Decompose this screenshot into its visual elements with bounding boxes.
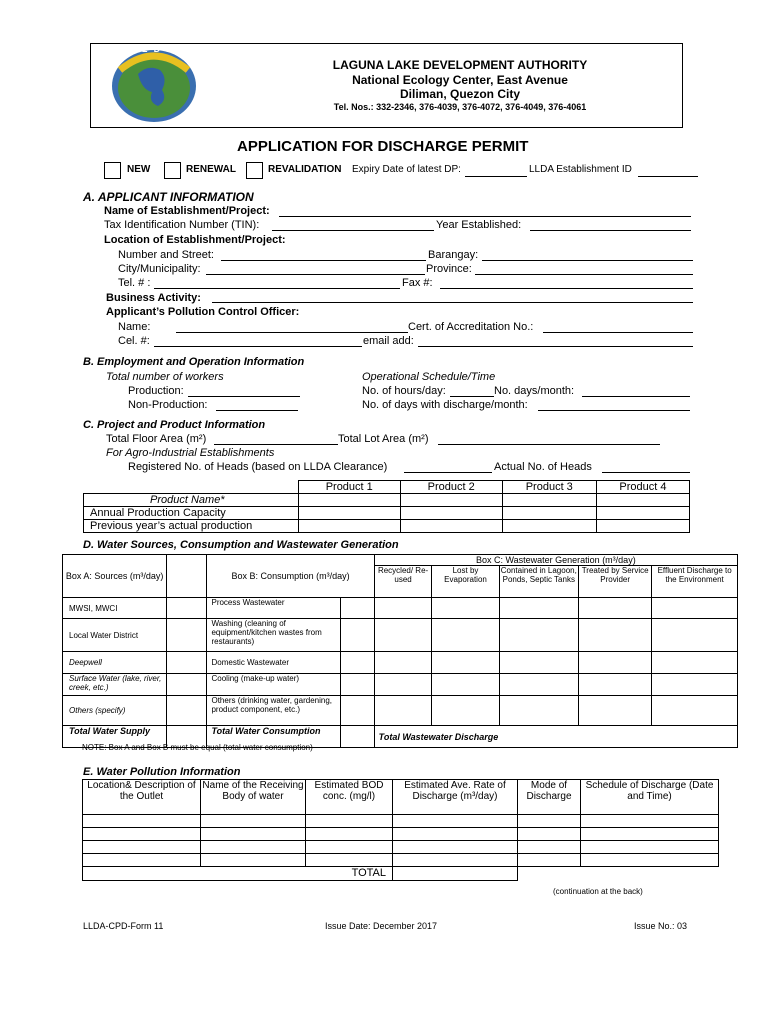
bod-header: Estimated BOD conc. (mg/l) — [306, 780, 393, 815]
effluent-header: Effluent Discharge to the Environment — [652, 566, 738, 598]
pollution-cell[interactable] — [201, 828, 306, 841]
source-label: Deepwell — [63, 652, 167, 674]
renewal-label: RENEWAL — [186, 164, 236, 175]
pollution-cell[interactable] — [83, 815, 201, 828]
use-label: Domestic Wastewater — [207, 652, 340, 674]
box-a-header: Box A: Sources (m³/day) — [63, 555, 167, 598]
product-cell[interactable] — [502, 494, 596, 507]
barangay-field[interactable] — [482, 260, 693, 261]
pco-label: Applicant’s Pollution Control Officer: — [106, 306, 300, 318]
pollution-cell[interactable] — [581, 815, 719, 828]
product-table — [83, 480, 690, 533]
actual-heads-field[interactable] — [602, 472, 690, 473]
previous-production-row-label: Previous year’s actual production — [84, 520, 299, 533]
lot-area-label: Total Lot Area (m²) — [338, 433, 429, 445]
product-cell[interactable] — [596, 494, 689, 507]
year-established-label: Year Established: — [436, 219, 522, 231]
product-cell[interactable] — [596, 520, 689, 533]
pco-name-field[interactable] — [176, 332, 408, 333]
product-cell[interactable] — [298, 494, 400, 507]
product-cell[interactable] — [502, 520, 596, 533]
use-label: Washing (cleaning of equipment/kitchen wastes from restaurants) — [207, 619, 340, 652]
revalidation-checkbox[interactable] — [246, 162, 263, 179]
wastewater-cell[interactable] — [499, 652, 578, 674]
tin-field[interactable] — [272, 230, 434, 231]
nonproduction-label: Non-Production: — [128, 399, 208, 411]
source-value-cell[interactable] — [167, 619, 207, 652]
use-value-cell[interactable] — [340, 619, 374, 652]
form-title: APPLICATION FOR DISCHARGE PERMIT — [237, 138, 529, 155]
floor-area-field[interactable] — [214, 444, 338, 445]
logo-lettering: L L D A — [130, 44, 175, 54]
business-activity-label: Business Activity: — [106, 292, 201, 304]
wastewater-cell[interactable] — [579, 619, 652, 652]
city-label: City/Municipality: — [118, 263, 201, 275]
year-established-field[interactable] — [530, 230, 691, 231]
wastewater-cell[interactable] — [374, 674, 432, 696]
product-cell[interactable] — [596, 507, 689, 520]
use-value-cell[interactable] — [340, 674, 374, 696]
accreditation-label: Cert. of Accreditation No.: — [408, 321, 534, 333]
evaporation-header: Lost by Evaporation — [432, 566, 499, 598]
province-label: Province: — [426, 263, 472, 275]
use-label: Others (drinking water, gardening, product component, etc.) — [207, 696, 340, 726]
wastewater-cell[interactable] — [374, 652, 432, 674]
pollution-cell[interactable] — [581, 841, 719, 854]
total-label: TOTAL — [83, 867, 393, 881]
tel-label: Tel. # : — [118, 277, 151, 289]
wastewater-cell[interactable] — [579, 598, 652, 619]
wastewater-cell[interactable] — [432, 674, 499, 696]
wastewater-cell[interactable] — [579, 696, 652, 726]
pollution-cell[interactable] — [306, 815, 393, 828]
continuation-note: (continuation at the back) — [553, 887, 643, 896]
recycled-header: Recycled/ Re-used — [374, 566, 432, 598]
receiving-body-header: Name of the Receiving Body of water — [201, 780, 306, 815]
issue-date: Issue Date: December 2017 — [325, 921, 438, 931]
product-cell[interactable] — [502, 507, 596, 520]
product-name-row-label: Product Name* — [84, 494, 299, 507]
box-c-header: Box C: Wastewater Generation (m³/day) — [374, 555, 737, 566]
product-2-header: Product 2 — [400, 481, 502, 494]
pollution-cell[interactable] — [518, 828, 581, 841]
section-a-heading: A. APPLICANT INFORMATION — [83, 190, 254, 204]
pollution-cell[interactable] — [201, 854, 306, 867]
section-c-heading: C. Project and Product Information — [83, 419, 266, 431]
product-4-header: Product 4 — [596, 481, 689, 494]
pollution-cell[interactable] — [201, 815, 306, 828]
source-value-cell[interactable] — [167, 598, 207, 619]
total-rate-cell[interactable] — [393, 867, 518, 881]
water-balance-table — [62, 554, 738, 748]
pollution-cell[interactable] — [306, 854, 393, 867]
product-cell[interactable] — [400, 507, 502, 520]
pollution-cell[interactable] — [518, 841, 581, 854]
nonproduction-field[interactable] — [216, 410, 298, 411]
source-value-cell[interactable] — [167, 674, 207, 696]
llda-id-field[interactable] — [638, 176, 698, 177]
pollution-cell[interactable] — [393, 854, 518, 867]
pollution-table — [82, 779, 719, 881]
llda-logo — [108, 44, 200, 124]
establishment-name-label: Name of Establishment/Project: — [104, 205, 270, 217]
wastewater-cell[interactable] — [652, 652, 738, 674]
outlet-header: Location& Description of the Outlet — [83, 780, 201, 815]
province-field[interactable] — [475, 274, 693, 275]
street-field[interactable] — [221, 260, 426, 261]
wastewater-cell[interactable] — [499, 619, 578, 652]
pollution-cell[interactable] — [306, 828, 393, 841]
total-consumption-cell[interactable] — [340, 726, 374, 748]
address-line-1: National Ecology Center, East Avenue — [352, 73, 568, 87]
product-cell[interactable] — [400, 494, 502, 507]
use-label: Cooling (make-up water) — [207, 674, 340, 696]
source-label: MWSI, MWCI — [63, 598, 167, 619]
wastewater-cell[interactable] — [432, 696, 499, 726]
email-field[interactable] — [418, 346, 693, 347]
tin-label: Tax Identification Number (TIN): — [104, 219, 260, 231]
production-field[interactable] — [188, 396, 300, 397]
city-field[interactable] — [206, 274, 425, 275]
mode-header: Mode of Discharge — [518, 780, 581, 815]
expiry-date-label: Expiry Date of latest DP: — [352, 164, 461, 175]
pollution-cell[interactable] — [518, 854, 581, 867]
hours-label: No. of hours/day: — [362, 385, 446, 397]
pollution-cell[interactable] — [83, 854, 201, 867]
revalidation-label: REVALIDATION — [268, 164, 342, 175]
pollution-cell[interactable] — [83, 828, 201, 841]
source-label: Others (specify) — [63, 696, 167, 726]
telephone-numbers: Tel. Nos.: 332-2346, 376-4039, 376-4072, 376-4049, 376-4061 — [333, 102, 587, 112]
use-value-cell[interactable] — [340, 696, 374, 726]
org-name: LAGUNA LAKE DEVELOPMENT AUTHORITY — [332, 58, 588, 72]
tel-field[interactable] — [154, 288, 400, 289]
source-label: Local Water District — [63, 619, 167, 652]
days-label: No. days/month: — [494, 385, 575, 397]
product-3-header: Product 3 — [502, 481, 596, 494]
wastewater-cell[interactable] — [432, 652, 499, 674]
new-label: NEW — [127, 164, 151, 175]
wastewater-cell[interactable] — [499, 696, 578, 726]
business-activity-field[interactable] — [212, 302, 693, 303]
source-label: Surface Water (lake, river, creek, etc.) — [63, 674, 167, 696]
address-line-2: Diliman, Quezon City — [399, 87, 520, 101]
agro-label: For Agro-Industrial Establishments — [106, 447, 275, 459]
lagoon-header: Contained in Lagoon, Ponds, Septic Tanks — [499, 566, 578, 598]
location-label: Location of Establishment/Project: — [104, 234, 286, 246]
wastewater-cell[interactable] — [432, 598, 499, 619]
water-balance-note: NOTE: Box A and Box B must be equal (total water consumption) — [82, 743, 313, 752]
hours-field[interactable] — [450, 396, 494, 397]
lot-area-field[interactable] — [438, 444, 660, 445]
pollution-cell[interactable] — [581, 828, 719, 841]
barangay-label: Barangay: — [428, 249, 479, 261]
pollution-cell[interactable] — [393, 828, 518, 841]
total-discharge-label: Total Wastewater Discharge — [374, 726, 737, 748]
production-label: Production: — [128, 385, 184, 397]
wastewater-cell[interactable] — [499, 674, 578, 696]
establishment-name-field[interactable] — [279, 216, 691, 217]
use-label: Process Wastewater — [207, 598, 340, 619]
pollution-cell[interactable] — [393, 841, 518, 854]
days-discharge-field[interactable] — [538, 410, 690, 411]
source-value-cell[interactable] — [167, 652, 207, 674]
pollution-cell[interactable] — [581, 854, 719, 867]
cel-field[interactable] — [154, 346, 362, 347]
product-cell[interactable] — [298, 507, 400, 520]
pollution-cell[interactable] — [393, 815, 518, 828]
use-value-cell[interactable] — [340, 598, 374, 619]
wastewater-cell[interactable] — [579, 652, 652, 674]
llda-id-label: LLDA Establishment ID — [529, 164, 632, 175]
source-value-cell[interactable] — [167, 696, 207, 726]
wastewater-cell[interactable] — [374, 619, 432, 652]
fax-label: Fax #: — [402, 277, 433, 289]
section-d-heading: D. Water Sources, Consumption and Wastewater Generation — [83, 539, 399, 551]
actual-heads-label: Actual No. of Heads — [494, 461, 592, 473]
issue-number: Issue No.: 03 — [634, 921, 688, 931]
wastewater-cell[interactable] — [432, 619, 499, 652]
product-cell[interactable] — [298, 520, 400, 533]
product-1-header: Product 1 — [298, 481, 400, 494]
use-value-cell[interactable] — [340, 652, 374, 674]
pollution-cell[interactable] — [306, 841, 393, 854]
expiry-date-field[interactable] — [465, 176, 527, 177]
wastewater-cell[interactable] — [579, 674, 652, 696]
schedule-header: Schedule of Discharge (Date and Time) — [581, 780, 719, 815]
pco-name-label: Name: — [118, 321, 151, 333]
pollution-cell[interactable] — [201, 841, 306, 854]
renewal-checkbox[interactable] — [164, 162, 181, 179]
total-consumption-label: Total Water Consumption — [207, 726, 340, 748]
service-provider-header: Treated by Service Provider — [579, 566, 652, 598]
fax-field[interactable] — [440, 288, 693, 289]
cel-label: Cel. #: — [118, 335, 150, 347]
wastewater-cell[interactable] — [374, 598, 432, 619]
days-field[interactable] — [582, 396, 690, 397]
wastewater-cell[interactable] — [499, 598, 578, 619]
email-label: email add: — [363, 335, 414, 347]
wastewater-cell[interactable] — [652, 619, 738, 652]
schedule-label: Operational Schedule/Time — [362, 371, 496, 383]
product-cell[interactable] — [400, 520, 502, 533]
section-b-heading: B. Employment and Operation Information — [83, 356, 305, 368]
wastewater-cell[interactable] — [374, 696, 432, 726]
pollution-cell[interactable] — [518, 815, 581, 828]
capacity-row-label: Annual Production Capacity — [84, 507, 299, 520]
total-supply-label: Total Water Supply — [63, 726, 167, 748]
section-e-heading: E. Water Pollution Information — [83, 766, 241, 778]
discharge-rate-header: Estimated Ave. Rate of Discharge (m³/day) — [393, 780, 518, 815]
street-label: Number and Street: — [118, 249, 214, 261]
days-discharge-label: No. of days with discharge/month: — [362, 399, 528, 411]
floor-area-label: Total Floor Area (m²) — [106, 433, 207, 445]
wastewater-cell[interactable] — [652, 696, 738, 726]
wastewater-cell[interactable] — [652, 598, 738, 619]
heads-label: Registered No. of Heads (based on LLDA Clearance) — [128, 461, 388, 473]
form-number: LLDA-CPD-Form 11 — [83, 921, 164, 931]
wastewater-cell[interactable] — [652, 674, 738, 696]
pollution-cell[interactable] — [83, 841, 201, 854]
heads-field[interactable] — [404, 472, 492, 473]
workers-label: Total number of workers — [106, 371, 224, 383]
new-checkbox[interactable] — [104, 162, 121, 179]
box-b-header: Box B: Consumption (m³/day) — [207, 555, 374, 598]
accreditation-field[interactable] — [543, 332, 693, 333]
